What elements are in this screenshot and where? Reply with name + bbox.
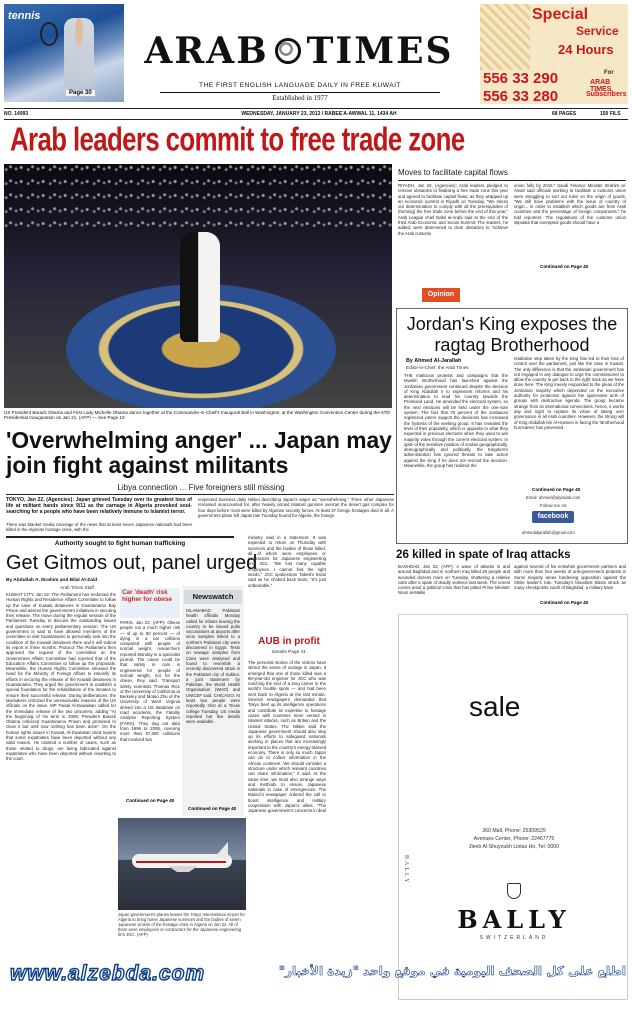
japan-subhead: Libya connection ... Five foreigners still missing — [117, 483, 285, 492]
cars-body: PARIS, Jan 22, (AFP): Obese people run a much higher risk — of up to 80 percent — of dying in a car collision compared with people of normal weight, researchers reported Monday in a specialist journal. The cause could be that safety in cars is engineered for people of normal weight, not for the obese, they said. Transport safety scientists Thomas Rice of the University of California at Berkeley and Motao Zhu of the University of West Virginia delved into a US database on road accidents, the Fatality Analysis Reporting System (FARS). They dug out data from 1996 to 2008, covering more than 57,000 collisions that involved two — [120, 620, 180, 742]
bally-address-3: Jleeb Al-Shuyoukh Lintas Ho, Tel: 0000 — [468, 844, 560, 850]
dateline-rule-top — [4, 108, 628, 109]
bally-side-text: BALLY — [403, 855, 409, 885]
bally-brand-logo: BALLY — [457, 905, 571, 934]
ad-for: For — [604, 70, 614, 76]
ad-title-service: Service — [576, 24, 619, 38]
japan-column-2: respected business daily Nikkei describing Japan's anger as "overwhelming." Three other Japanese remained unaccounted for, after heavily armed Islamist gunmen overran the desert gas complex for four days before most were killed by Algerian security forces. At least 37 foreign hostages died in all. A government plane left Japan late Tuesday bound for Algeria, the foreign — [198, 497, 394, 518]
iraq-column-1: BAGHDAD, Jan 22, (AFP): A wave of attacks in and around Baghdad and in northern Iraq killed 26 people and wounded dozens more on Tuesday, shattering a relative calm after a spate of deadly violence last week. The unrest comes amid a political crisis that has pitted Prime Minister Nouri al-Maliki — [398, 564, 510, 596]
newspaper-logo[interactable] — [126, 30, 472, 74]
japan-inner-body-2: The personal stories of the victims have stirred the sense of outrage in Japan. It emerged that one of those killed was a 66-year-old engineer for JGC who was reaching the end of a long career in the world's trouble spots — and had been sent back to Algeria at the last minute. Several newspapers demanded that Tokyo beef up its intelligence operations and contribute its expertise to hostage cases with countries more versed in Islamist attacks, such as Britain and the United States. The Nikkei said the Japanese government should also step up its efforts to safeguard nationals working in places that are increasingly important to the country's energy-starved economy. There is only so much Japan can do to collect information in the African continent. We should consider a structure under which relevant countries can share information," it said. At the same time, we must also arrange ways and methods to ensure Japanese nationals in case of emergencies. The Mainichi newspaper ordered the call to boost intelligence and military cooperation with Japan's allies. "The Japanese government's concerns in deal — [248, 660, 326, 814]
facebook-button[interactable]: facebook — [532, 511, 574, 523]
opinion-label: Opinion — [422, 288, 460, 302]
aub-headline[interactable]: AUB in profit — [258, 636, 320, 647]
newswatch-label: Newswatch — [184, 590, 242, 604]
ad-brand: ARAB TIMES — [590, 79, 612, 93]
plane-stripe — [136, 861, 226, 863]
ad-hours: 24 Hours — [558, 42, 614, 57]
crowd-lights — [4, 164, 392, 234]
watermark-arabic: اطلع على كل الصحف اليومية في موقع واحد "زبدة الأخبار" — [278, 964, 626, 978]
aub-subhead: Details Page 41 — [272, 650, 306, 655]
logo-word-arab: ARAB — [144, 30, 269, 72]
japan-headline[interactable]: 'Overwhelming anger' ... Japan may join fight against militants — [6, 427, 392, 478]
plane-wing — [168, 866, 198, 872]
price: 150 FILS — [600, 111, 621, 117]
opinion-column-2: retaliative step taken by the King has led to their loss of control over the parliament, just like the case in Kuwait. The only difference is that the Jordanian government has not engaged in any dialogue to urge the commissioner to allow the country to get back to the right track as we have done here. The King merely responded to the pleas of the Jordanian majority which depended on the executive authority for protection against the oppressive acts of groups with destructive agenda. The group became strange from its international connections, hence, it works day and night to replace its vision of taking over governance in all Arab countries. However, the strong will of King Abdullah bin Al-Hussein in facing the 'Brotherhood hurricanes' has prevented — [514, 356, 624, 430]
opinion-byline-title: Editor-in-Chief, the Arab Times — [406, 365, 469, 370]
tennis-promo-page: Page 30 — [66, 90, 95, 96]
iraq-column-2: against several of his erstwhile government partners and with more than four weeks of anti-government protests in Sunni majority areas hardening opposition against the Shiite leader's rule. Tuesday's bloodiest blasts struck as many checkpoints south of Baghdad, a military base — [514, 564, 626, 591]
tennis-promo-title: tennis — [8, 10, 41, 22]
opinion-continued[interactable]: Continued on Page 40 — [532, 487, 581, 492]
opinion-email-handle[interactable]: ahmedaljarallah@gmail.com — [522, 530, 575, 535]
dancing-couple — [180, 232, 220, 342]
issue-number: NO. 14993 — [4, 111, 29, 117]
gitmos-top-rule — [6, 536, 234, 538]
globe-icon — [275, 38, 301, 64]
opinion-email: Email: ahmed@alyasiah.com — [526, 495, 581, 500]
lead-headline[interactable]: Arab leaders commit to free trade zone — [10, 122, 465, 159]
gitmos-body: KUWAIT CITY, Jan 22: The Parliament has endorsed the Human Rights and Residence Affairs Committee to follow up the case of Kuwaiti detainees in Guantanamo Bay Prison and assess the government's initiatives in securing their release. The move during the regular session of the Parliament Tuesday to discuss the outstanding issues and questions on every parliamentary session. The US government is said to have allowed members of the committee to visit Guantanamo to personally look into the condition of the Kuwaiti detainees there and it will submit its report in three months. Protocol The Parliament then approved the request of the committee on the Government Affairs Committee had rejected that of the Education Affairs Committee to follow up the proposals. Meanwhile, the Human Rights Committee stressed the need for the Ministry of Foreign Affairs to intensify its efforts in securing the release of the Kuwaiti detainees in Guantanamo. They urged the government to establish a special foundation for the rehabilitation of the inmates to ensure their successful release. During deliberations, the lawmakers criticized the unreasonable reasons of the US officials on the issue. MP Faisal Al-Duwaisan called for the immediate release of the two prisoners, adding "At the beginning of his term in 2009, President Barack Obama criticized Guantanamo Prison and promised to close it but until now nothing has been done". On the human rights issues in Kuwait, Al-Duwaisan cited reports that some expatriates have been deported without any valid reason. He claimed a number of cases, such as those related to drugs, are being fabricated against expatriates who have been deported without resorting to the court. — [6, 592, 116, 762]
established-text: Established in 1977 — [272, 94, 328, 102]
opinion-byline: By Ahmed Al-Jarallah — [406, 358, 462, 364]
gitmos-byline-title: Arab Times Staff — [60, 585, 94, 590]
lead-column-1: RIYADH, Jan 22, (Agencies): Arab leaders pledged to remove obstacles to finalising a free trade zone this year and agreed to facilitate capital flows, as they wrapped up an economic summit in Riyadh on Tuesday. "We stress our determination to comply with all the prerequisites of (forming) the free trade zone before the end of this year," Arab League chief Nabil al-Arabi said at the end of the third Arab Economic and Social Summit. The leaders, he added, were determined to clear obstacles to "achieve the Arab customs — [398, 183, 508, 236]
inaugural-ball-photo[interactable] — [4, 164, 392, 408]
japan-plane-caption: Japan government's planes leaves the Tokyo International Airport for Algeria to bring home Japanese survivors and the bodies of seven Japanese victims of the hostage crisis in Algeria on Jan 22. All of them were employees or contractors for the Japanese engineering firm JGC. (AFP) — [118, 912, 245, 937]
japan-column-2b: There was blanket media coverage of the news that at least seven Japanese nationals had been killed in the Algerian hostage crisis, with the — [6, 522, 192, 533]
japan-plane-photo[interactable] — [118, 818, 246, 910]
opinion-column-1: THE malicious protests and campaigns that the Muslim Brotherhood has launched against the Jordanian government continued despite the decision of King Abdullah II to implement reforms and his determination to lead his country towards the Promised Land. He amended the electoral system, so the next elections will be held under the one-vote system. The fact that 70 percent of the Jordanian registered voters support the decisions has increased the hysteria of the seeking group. It has revealed the level of their popularity, which is opposite to what they expected in previous elections when they used to win majority votes through the current electoral system. In spite of the sensitive position of Jordan geographically, demographically and politically, the Kingdom's administration has ignored threats to take action against the King if he does not rescind the decision. Meanwhile, the group has realized the — [404, 373, 508, 469]
ad-title-special: Special — [532, 6, 589, 23]
page-count: 68 PAGES — [552, 111, 577, 117]
tagline-rule — [160, 92, 440, 93]
ad-subscribers: Subscribers — [586, 91, 627, 98]
bally-brand-sub: SWITZERLAND — [479, 935, 549, 941]
dateline-bar — [4, 110, 628, 119]
gitmos-headline[interactable]: Get Gitmos out, panel urged — [6, 552, 258, 574]
watermark-url: www.alzebda.com — [10, 962, 206, 985]
iraq-headline[interactable]: 26 killed in spate of Iraq attacks — [396, 548, 571, 561]
newswatch-continued[interactable]: Continued on Page 40 — [188, 806, 237, 811]
subscription-ad[interactable] — [480, 4, 628, 104]
tennis-player-figure — [64, 18, 94, 88]
bally-sale-text: sale — [469, 691, 521, 722]
gitmos-byline: By Abdullah A. Ibrahim and Bilal Al-Zaid — [6, 578, 98, 583]
bally-address-1: 360 Mall, Phone: 25309525 — [482, 828, 546, 834]
bally-crest-icon — [507, 883, 521, 899]
japan-subhead-rule — [6, 494, 394, 495]
opinion-follow: Follow me on: — [540, 503, 568, 508]
ad-phone-1: 556 33 290 — [483, 70, 559, 87]
ad-pattern — [480, 4, 530, 70]
masthead — [0, 0, 632, 112]
inaugural-ball-caption: US President Barack Obama and First Lady Michelle Obama dance together at the Commander-in-Chief's Inaugural Ball in Washington, at the Washington Convention Center during the 57th Presidential Inauguration on Jan 21. (AFP) — See Page 19 — [4, 410, 391, 421]
bally-address-2: Avenues Center, Phone: 22467775 — [473, 836, 555, 842]
gitmos-kicker: Authority sought to fight human trafficking — [54, 540, 186, 547]
dateline-rule-bottom — [4, 119, 628, 120]
japan-inner-body: ministry said in a statement. It was expected to return on Thursday with survivors and the bodies of those killed, all of whom were employees or contractors for Japanese engineering firm JGC. "We lost many capable employees. I cannot find the right words," JGC spokesman Takeshi Endo said as he choked back tears. "It's just unbearable." — [248, 535, 326, 588]
logo-word-times: TIMES — [306, 30, 454, 72]
issue-date: WEDNESDAY, JANUARY 23, 2013 / RABEE'A-AWWAL 11, 1434 AH — [241, 111, 397, 117]
cars-headline[interactable]: Car 'death' risk higher for obese — [122, 589, 173, 603]
lead-continued[interactable]: Continued on Page 40 — [540, 264, 589, 269]
bally-ad[interactable] — [398, 614, 628, 1000]
lead-subhead: Moves to facilitate capital flows — [398, 168, 508, 177]
tennis-racket — [40, 22, 58, 46]
iraq-continued[interactable]: Continued on Page 40 — [540, 600, 589, 605]
japan-intro: TOKYO, Jan 22, (Agencies): Japan grieved Tuesday over its greatest loss of life at militant hands since 9/11 as the carnage in Algeria provoked soul-searching for a people who have been relatively immune to Islamist terror. — [6, 497, 192, 515]
cars-continued[interactable]: Continued on Page 40 — [126, 798, 175, 803]
newswatch-body: ISLAMABAD: Pakistani health officials Monday called for infants leaving the country to be issued polio vaccinations at airports after virus samples linked to a northern Pakistani city were discovered in Egypt. Tests on sewage samples from Cairo were analysed and found to resemble a recently discovered strain in the Pakistani city of Sukkur, a joint statement by Pakistan, the World Health Organisation (WHO) and UNICEF said. CHICAGO: At least two people were reportedly shot at a Texas college Tuesday, US media reported but few details were available. — [186, 608, 240, 725]
lead-subhead-rule — [398, 180, 626, 181]
opinion-headline[interactable]: Jordan's King exposes the ragtag Brotherhood — [406, 314, 618, 355]
lead-column-2: union fully by 2015." Saudi Finance Minister Ibrahim al-Assaf said officials working to facilitate a customs union were struggling to sort out rules on the origin of goods. "We still have problems with the issue of country of origin... in order to establish which goods are from Arab countries and the percentage of foreign components," he told reporters. The regulations of the customs union stipulate that exempted goods should have a — [514, 183, 626, 226]
masthead-tagline: THE FIRST ENGLISH LANGUAGE DAILY IN FREE KUWAIT — [198, 82, 402, 89]
tennis-promo-photo[interactable] — [4, 4, 124, 102]
ad-phone-2: 556 33 280 — [483, 88, 559, 105]
